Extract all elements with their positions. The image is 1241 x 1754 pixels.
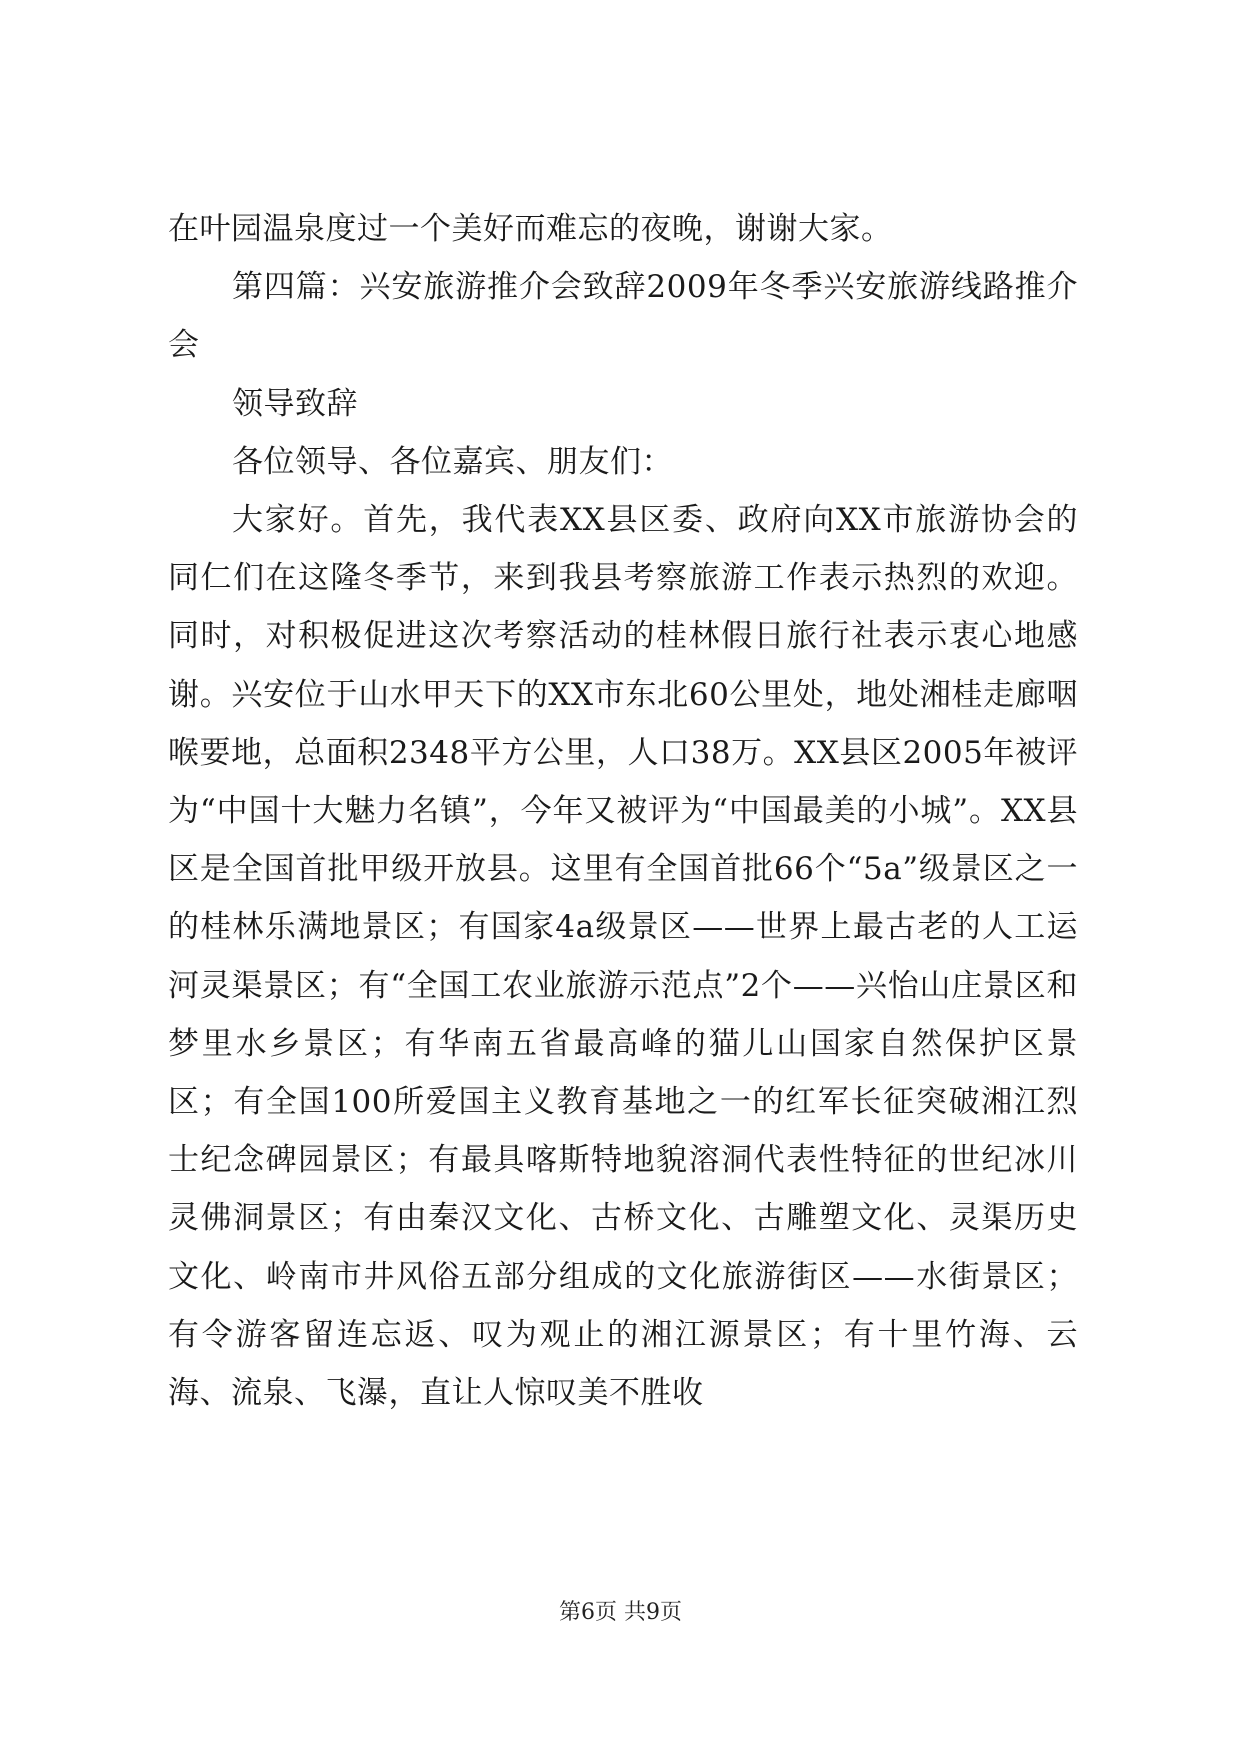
paragraph-speech-body: 大家好。首先，我代表XX县区委、政府向XX市旅游协会的同仁们在这隆冬季节，来到我县考察旅游工作表示热烈的欢迎。同时，对积极促进这次考察活动的桂林假日旅行社表示衷心地感谢。兴安位于山水甲天下的XX市东北60公里处，地处湘桂走廊咽喉要地，总面积2348平方公里，人口38万。XX县区2005年被评为“中国十大魅力名镇”，今年又被评为“中国最美的小城”。XX县区是全国首批甲级开放县。这里有全国首批66个“5a”级景区之一的桂林乐满地景区；有国家4a级景区——世界上最古老的人工运河灵渠景区；有“全国工农业旅游示范点”2个——兴怡山庄景区和梦里水乡景区；有华南五省最高峰的猫儿山国家自然保护区景区；有全国100所爱国主义教育基地之一的红军长征突破湘江烈士纪念碑园景区；有最具喀斯特地貌溶洞代表性特征的世纪冰川灵佛洞景区；有由秦汉文化、古桥文化、古雕塑文化、灵渠历史文化、岭南市井风俗五部分组成的文化旅游街区——水街景区；有令游客留连忘返、叹为观止的湘江源景区；有十里竹海、云海、流泉、飞瀑，直让人惊叹美不胜收 [168, 502, 1078, 1412]
paragraph-speech-heading: 领导致辞 [232, 385, 358, 422]
page-footer [0, 1598, 1241, 1628]
document-body [168, 200, 1078, 1422]
paragraph-salutation: 各位领导、各位嘉宾、朋友们： [232, 443, 673, 480]
paragraph-closing-line: 在叶园温泉度过一个美好而难忘的夜晚，谢谢大家。 [168, 211, 893, 247]
page-number-label: 第6页 共9页 [559, 1600, 682, 1625]
paragraph-section-title: 第四篇：兴安旅游推介会致辞2009年冬季兴安旅游线路推介会 [168, 269, 1078, 364]
